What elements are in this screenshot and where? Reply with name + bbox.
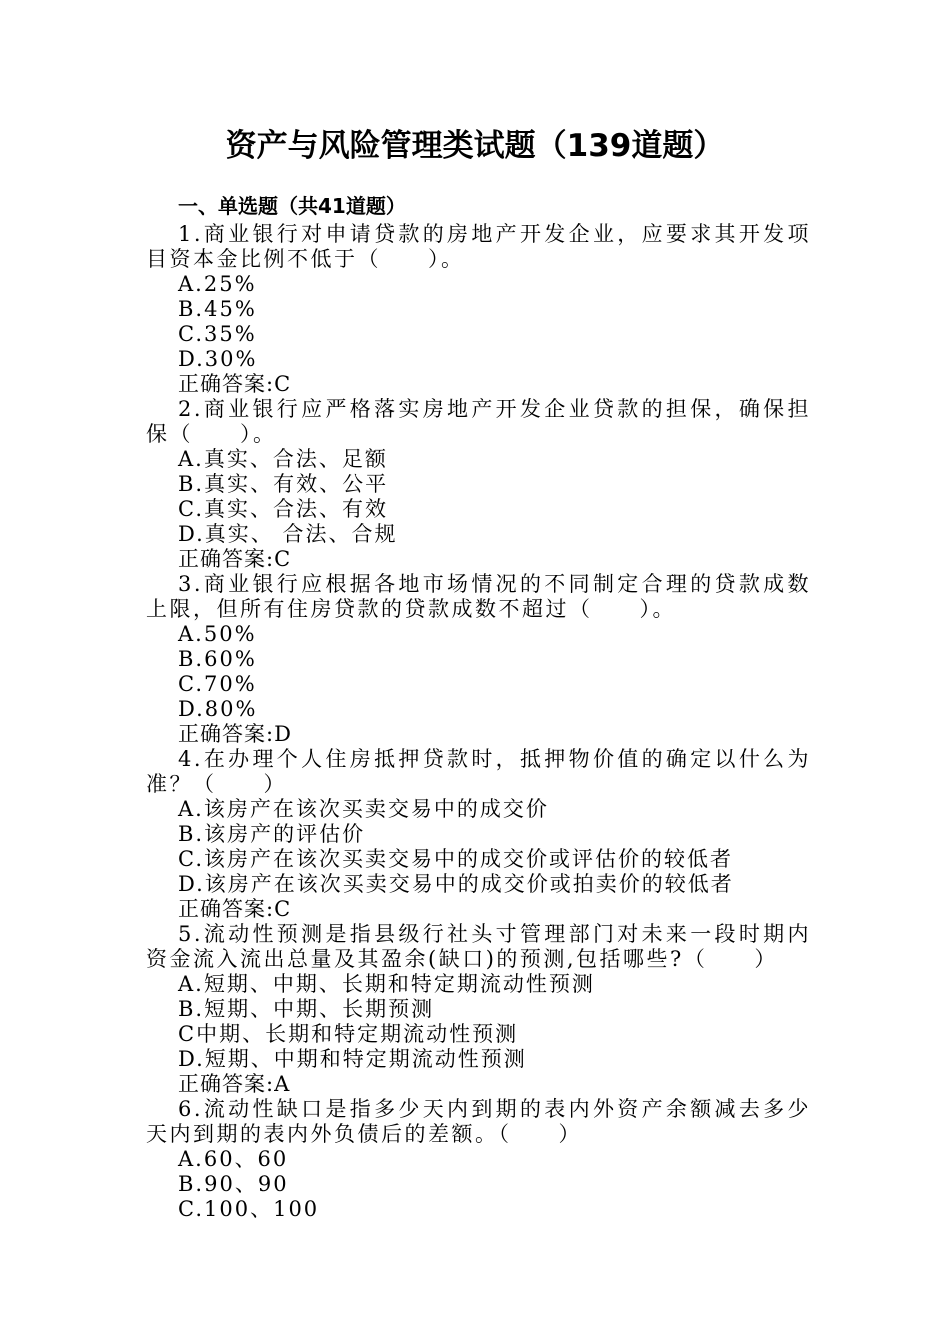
- question-text: 1.商业银行对申请贷款的房地产开发企业，应要求其开发项目资本金比例不低于（ ）。: [146, 222, 811, 271]
- correct-answer-value: D: [274, 722, 292, 746]
- answer-option: D.真实、 合法、合规: [178, 522, 398, 546]
- question-list: [146, 222, 811, 1222]
- answer-option: A.短期、中期、长期和特定期流动性预测: [178, 972, 595, 996]
- answer-option: D.80%: [178, 697, 258, 721]
- question-text: 3.商业银行应根据各地市场情况的不同制定合理的贷款成数上限，但所有住房贷款的贷款成数不超过（ ）。: [146, 572, 811, 621]
- answer-option: B.45%: [178, 297, 257, 321]
- answer-option: A.60、60: [178, 1147, 289, 1171]
- correct-answer: [146, 722, 811, 747]
- answer-option: D.30%: [178, 347, 258, 371]
- answer-option: D.该房产在该次买卖交易中的成交价或拍卖价的较低者: [178, 872, 734, 896]
- correct-answer-label: 正确答案:: [178, 722, 275, 746]
- correct-answer-label: 正确答案:: [178, 547, 275, 571]
- question-block: [146, 397, 811, 572]
- question-text: 6.流动性缺口是指多少天内到期的表内外资产余额减去多少天内到期的表内外负债后的差额。（ ）: [146, 1097, 811, 1146]
- answer-option: A.25%: [178, 272, 257, 296]
- answer-option: B.90、90: [178, 1172, 289, 1196]
- correct-answer-value: C: [274, 897, 292, 921]
- answer-option: B.真实、有效、公平: [178, 472, 389, 496]
- answer-option: B.该房产的评估价: [178, 822, 366, 846]
- correct-answer-value: A: [274, 1072, 291, 1096]
- question-block: [146, 222, 811, 397]
- page-title: 资产与风险管理类试题（139道题）: [225, 128, 725, 164]
- question-text: 5.流动性预测是指县级行社头寸管理部门对未来一段时期内资金流入流出总量及其盈余(缺口)的预测,包括哪些?（ ）: [146, 922, 811, 971]
- question-block: [146, 747, 811, 922]
- question-block: [146, 1097, 811, 1222]
- correct-answer-label: 正确答案:: [178, 897, 275, 921]
- correct-answer-value: C: [274, 372, 292, 396]
- correct-answer: [146, 547, 811, 572]
- correct-answer-label: 正确答案:: [178, 372, 275, 396]
- answer-option: D.短期、中期和特定期流动性预测: [178, 1047, 527, 1071]
- correct-answer: [146, 897, 811, 922]
- question-text: 2.商业银行应严格落实房地产开发企业贷款的担保，确保担保（ ）。: [146, 397, 811, 446]
- answer-option: C.70%: [178, 672, 257, 696]
- correct-answer-value: C: [274, 547, 292, 571]
- question-block: [146, 572, 811, 747]
- answer-option: C.该房产在该次买卖交易中的成交价或评估价的较低者: [178, 847, 733, 871]
- answer-option: A.50%: [178, 622, 257, 646]
- answer-option: C.100、100: [178, 1197, 320, 1221]
- answer-option: B.短期、中期、长期预测: [178, 997, 435, 1021]
- correct-answer: [146, 372, 811, 397]
- correct-answer-label: 正确答案:: [178, 1072, 275, 1096]
- question-block: [146, 922, 811, 1097]
- answer-option: A.真实、合法、足额: [178, 447, 388, 471]
- answer-option: A.该房产在该次买卖交易中的成交价: [178, 797, 549, 821]
- answer-option: B.60%: [178, 647, 257, 671]
- answer-option: C.真实、合法、有效: [178, 497, 388, 521]
- answer-option: C中期、长期和特定期流动性预测: [178, 1022, 519, 1046]
- section-heading: 一、单选题（共41道题）: [178, 194, 406, 218]
- answer-option: C.35%: [178, 322, 257, 346]
- question-text: 4.在办理个人住房抵押贷款时，抵押物价值的确定以什么为准？（ ）: [146, 747, 811, 796]
- correct-answer: [146, 1072, 811, 1097]
